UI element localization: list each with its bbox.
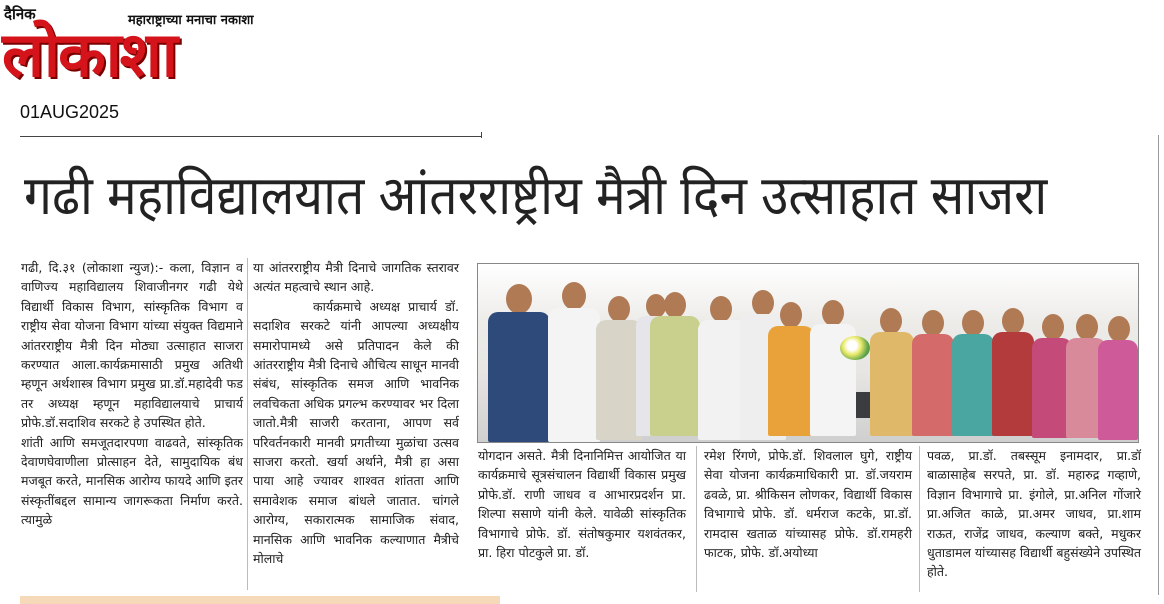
- column-1-paragraph-1: गढी, दि.३१ (लोकाशा न्युज):- कला, विज्ञान व वाणिज्य महाविद्यालय शिवाजीनगर गढी येथे विद्यार्थी विकास विभाग, सांस्कृतिक विभाग व राष्ट्रीय सेवा योजना विभाग यांच्या संयुक्त विद्यमाने आंतरराष्ट्रीय मैत्री दिन मोठ्या उत्साहात साजरा करण्यात आला.कार्यक्रमासाठी प्रमुख अतिथी म्हणून अर्थशास्त्र विभाग प्रमुख प्रा.डॉ.महादेवी फड तर अध्यक्ष म्हणून महाविद्यालयाचे प्राचार्य प्रोफे.डॉ.सदाशिव सरकटे हे उपस्थित होते.: [21, 260, 243, 431]
- article-column-5: पवळ, प्रा.डॉ. तबस्सूम इनामदार, प्रा.डॉ बाळासाहेब सरपते, प्रा. डॉ. महारुद्र गव्हाणे, विज्ञान विभागाचे प्रा. इंगोले, प्रा.अनिल गोंजारे प्रा.अजित काळे, प्रा.अमर जाधव, प्रा.शाम राऊत, राजेंद्र जाधव, कल्याण बक्ते, मधुकर धुताडामल यांच्यासह विद्यार्थी बहुसंख्येने उपस्थित होते.: [927, 448, 1141, 580]
- article-column-4: रमेश रिंगणे, प्रोफे.डॉ. शिवलाल घुगे, राष्ट्रीय सेवा योजना कार्यक्रमाधिकारी प्रा. डॉ.जयराम ढवळे, प्रा. श्रीकिसन लोणकर, विद्यार्थी विकास विभागाचे प्रोफे. डॉ. धर्मराज कटके, प्रा.डॉ. रामदास खताळ यांच्यासह प्रोफे. डॉ.रामहरी फाटक, प्रोफे. डॉ.अयोध्या: [704, 448, 912, 561]
- article-column-2: [253, 258, 459, 569]
- article-headline: गढी महाविद्यालयात आंतरराष्ट्रीय मैत्री दिन उत्साहात साजरा: [24, 164, 1048, 227]
- event-photo: [477, 263, 1139, 443]
- column-divider: [919, 446, 920, 592]
- article-column-3: योगदान असते. मैत्री दिनानिमित्त आयोजित या कार्यक्रमाचे सूत्रसंचालन विद्यार्थी विकास प्रमुख प्रोफे.डॉ. राणी जाधव व आभारप्रदर्शन प्रा. शिल्पा ससाणे यांनी केले. यावेळी सांस्कृतिक विभागाचे प्रोफे. डॉ. संतोषकुमार यशवंतकर, प्रा. हिरा पोटकुले प्रा. डॉ.: [478, 448, 686, 561]
- page-edge-line: [1158, 135, 1159, 595]
- article-column-1: [21, 258, 243, 530]
- next-article-strip: [20, 596, 500, 604]
- masthead-divider: [20, 136, 482, 137]
- brand-prefix: दैनिक: [4, 5, 36, 23]
- column-2-paragraph-1: या आंतरराष्ट्रीय मैत्री दिनाचे जागतिक स्तरावर अत्यंत महत्वाचे स्थान आहे.: [253, 260, 459, 295]
- column-divider: [247, 258, 248, 590]
- newspaper-logo: लोकाशा: [2, 18, 176, 91]
- column-2-paragraph-2: कार्यक्रमाचे अध्यक्ष प्राचार्य डॉ. सदाशिव सरकटे यांनी आपल्या अध्यक्षीय समारोपामध्ये असे प्रतिपादन केले की आंतरराष्ट्रीय मैत्री दिनाचे औचित्य साधून मानवी संबंध, सांस्कृतिक समज आणि भावनिक लवचिकता अधिक प्रगल्भ करण्यावर भर दिला जातो.मैत्री साजरी करताना, आपण सर्व परिवर्तनकारी मानवी प्रगतीच्या मुळांचा उत्सव साजरा करतो. खर्या अर्थाने, मैत्री हा असा पाया आहे ज्यावर शाश्वत शांतता आणि समावेशक समाज बांधले जातात. चांगले आरोग्य, सकारात्मक सामाजिक संवाद, मानसिक आणि भावनिक कल्याणात मैत्रीचे मोलाचे: [253, 298, 459, 567]
- column-1-paragraph-2: शांती आणि समजूतदारपणा वाढवते, सांस्कृतिक देवाणघेवाणीला प्रोत्साहन देते, सामुदायिक बंध मजबूत करते, मानसिक आरोग्य फायदे आणि इतर संस्कृतींबद्दल सामान्य जागरूकता निर्माण करते. त्यामुळे: [21, 434, 243, 528]
- photo-bouquet: [840, 336, 870, 360]
- masthead: [0, 0, 480, 140]
- tagline: महाराष्ट्राच्या मनाचा नकाशा: [128, 13, 254, 28]
- publication-date: 01AUG2025: [20, 102, 120, 122]
- column-divider: [696, 446, 697, 592]
